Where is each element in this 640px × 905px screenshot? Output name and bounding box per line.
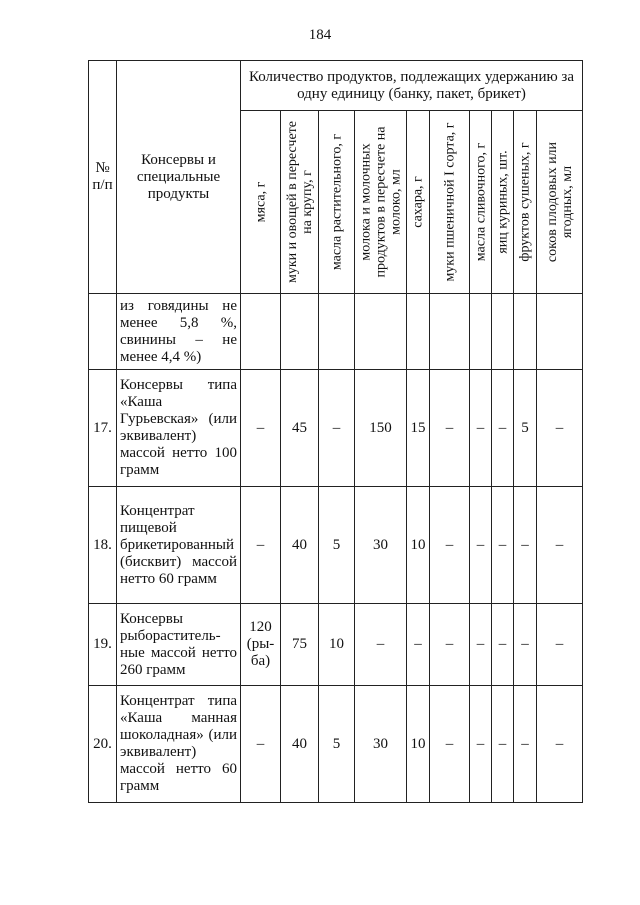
value-wheat-flour: – xyxy=(430,487,470,604)
value-sugar: – xyxy=(407,604,430,686)
value-butter xyxy=(470,294,492,370)
value-wheat-flour: – xyxy=(430,686,470,803)
value-juices: – xyxy=(537,604,583,686)
row-number: 19. xyxy=(89,604,117,686)
row-number: 18. xyxy=(89,487,117,604)
value-wheat-flour: – xyxy=(430,370,470,487)
header-wheat-flour: муки пшеничной I сорта, г xyxy=(430,111,470,294)
value-butter: – xyxy=(470,487,492,604)
header-sugar: сахара, г xyxy=(407,111,430,294)
value-vegetable-oil xyxy=(319,294,355,370)
value-milk: – xyxy=(355,604,407,686)
value-meat: – xyxy=(241,487,281,604)
value-meat: – xyxy=(241,686,281,803)
value-milk: 30 xyxy=(355,487,407,604)
row-product-name: Концентрат типа «Каша манная шоколадная» (или эквивалент) массой нетто 60 грамм xyxy=(117,686,241,803)
value-eggs: – xyxy=(492,686,514,803)
value-eggs xyxy=(492,294,514,370)
value-vegetable-oil: – xyxy=(319,370,355,487)
value-vegetable-oil: 5 xyxy=(319,487,355,604)
value-sugar: 10 xyxy=(407,686,430,803)
value-dried-fruit: – xyxy=(514,487,537,604)
row-product-name: Концентрат пищевой брикетированный (бисквит) массой нетто 60 грамм xyxy=(117,487,241,604)
header-juices: соков плодовых или ягодных, мл xyxy=(537,111,583,294)
row-product-name: из говядины не менее 5,8 %, свинины – не менее 4,4 %) xyxy=(117,294,241,370)
row-number: 20. xyxy=(89,686,117,803)
value-eggs: – xyxy=(492,487,514,604)
value-butter: – xyxy=(470,604,492,686)
value-vegetable-oil: 10 xyxy=(319,604,355,686)
table-row xyxy=(89,370,583,487)
table-row xyxy=(89,487,583,604)
row-number: 17. xyxy=(89,370,117,487)
value-juices: – xyxy=(537,686,583,803)
value-flour-vegetables: 45 xyxy=(281,370,319,487)
header-flour-vegetables: муки и овощей в пересчете на крупу, г xyxy=(281,111,319,294)
header-vegetable-oil: масла растительного, г xyxy=(319,111,355,294)
header-eggs: яиц куриных, шт. xyxy=(492,111,514,294)
row-number xyxy=(89,294,117,370)
header-milk: молока и молочных продуктов в пересчете на молоко, мл xyxy=(355,111,407,294)
header-dried-fruit: фруктов сушеных, г xyxy=(514,111,537,294)
value-sugar: 15 xyxy=(407,370,430,487)
header-meat: мяса, г xyxy=(241,111,281,294)
value-flour-vegetables xyxy=(281,294,319,370)
value-dried-fruit: – xyxy=(514,686,537,803)
value-eggs: – xyxy=(492,370,514,487)
table-row xyxy=(89,294,583,370)
value-juices: – xyxy=(537,370,583,487)
value-eggs: – xyxy=(492,604,514,686)
value-wheat-flour: – xyxy=(430,604,470,686)
header-row-group xyxy=(89,61,583,111)
value-meat: 120 (ры-ба) xyxy=(241,604,281,686)
value-sugar: 10 xyxy=(407,487,430,604)
value-juices xyxy=(537,294,583,370)
value-sugar xyxy=(407,294,430,370)
value-milk xyxy=(355,294,407,370)
header-num: № п/п xyxy=(89,61,117,294)
value-flour-vegetables: 75 xyxy=(281,604,319,686)
value-butter: – xyxy=(470,370,492,487)
products-table xyxy=(88,60,583,803)
header-product-name: Консервы и специальные продукты xyxy=(117,61,241,294)
value-flour-vegetables: 40 xyxy=(281,487,319,604)
row-product-name: Консервы типа «Каша Гурьевская» (или эквивалент) массой нетто 100 грамм xyxy=(117,370,241,487)
header-group-quantity: Количество продуктов, подлежащих удержанию за одну единицу (банку, пакет, брикет) xyxy=(241,61,583,111)
value-meat xyxy=(241,294,281,370)
row-product-name: Консервы рыборастительные массой нетто 260 грамм xyxy=(117,604,241,686)
value-dried-fruit: 5 xyxy=(514,370,537,487)
value-butter: – xyxy=(470,686,492,803)
header-butter: масла сливочного, г xyxy=(470,111,492,294)
page-number: 184 xyxy=(308,27,332,43)
value-wheat-flour xyxy=(430,294,470,370)
value-milk: 150 xyxy=(355,370,407,487)
value-dried-fruit: – xyxy=(514,604,537,686)
table-row xyxy=(89,604,583,686)
value-juices: – xyxy=(537,487,583,604)
value-meat: – xyxy=(241,370,281,487)
value-milk: 30 xyxy=(355,686,407,803)
value-dried-fruit xyxy=(514,294,537,370)
value-vegetable-oil: 5 xyxy=(319,686,355,803)
table-row xyxy=(89,686,583,803)
value-flour-vegetables: 40 xyxy=(281,686,319,803)
